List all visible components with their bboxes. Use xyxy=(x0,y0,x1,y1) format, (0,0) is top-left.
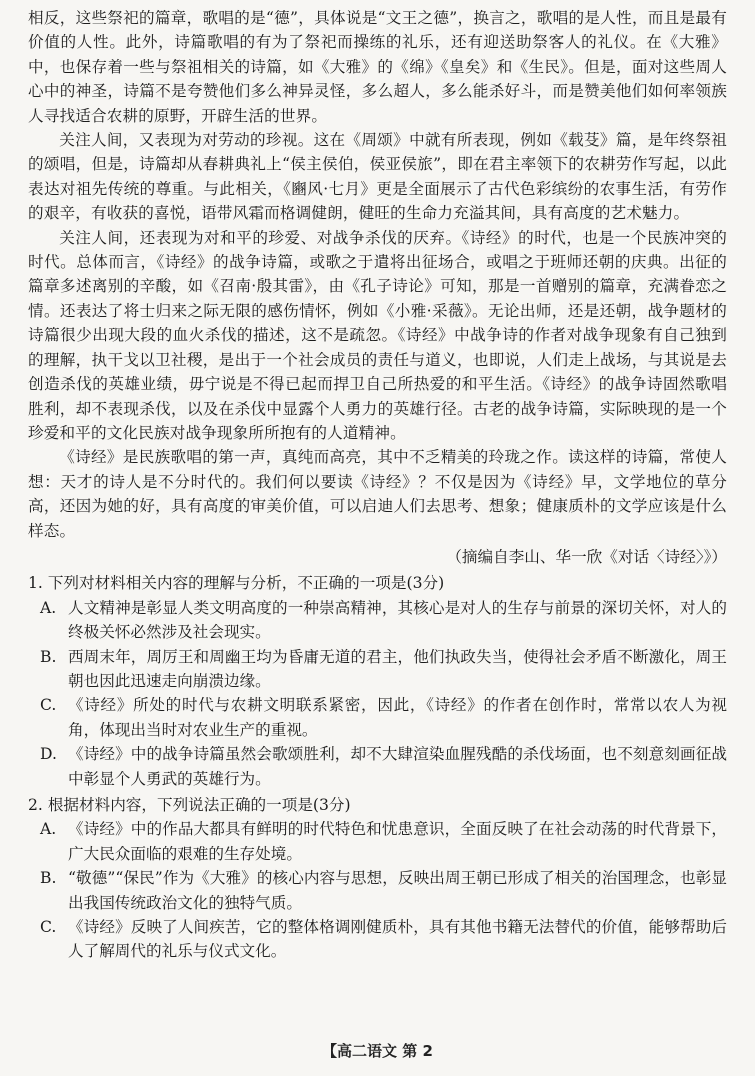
option-text: 人文精神是彰显人类文明高度的一种崇高精神，其核心是对人的生存与前景的深切关怀，对人的终极关怀必然涉及社会现实。 xyxy=(68,598,727,642)
question-2 xyxy=(28,793,727,964)
question-2-option-b xyxy=(28,866,727,915)
question-1-option-c xyxy=(28,693,727,742)
option-text: “敬德”“保民”作为《大雅》的核心内容与思想，反映出周王朝已形成了相关的治国理念，也彰显出我国传统政治文化的独特气质。 xyxy=(68,869,727,912)
option-letter: A. xyxy=(40,598,57,617)
question-1-option-b xyxy=(28,645,727,694)
option-letter: B. xyxy=(40,647,57,666)
passage-paragraph-4: 《诗经》是民族歌唱的第一声，真纯而高亮，其中不乏精美的玲珑之作。读这样的诗篇，常使人想：天才的诗人是不分时代的。我们何以要读《诗经》？不仅是因为《诗经》早，文学地位的草分高，还因为她的好，具有高度的审美价值，可以启迪人们去思考、想象；健康质朴的文学应该是什么样态。 xyxy=(28,448,727,540)
exam-page xyxy=(28,6,727,964)
passage-source: （摘编自李山、华一欣《对话〈诗经〉》） xyxy=(446,547,727,566)
question-2-option-a xyxy=(28,817,727,866)
passage-paragraph-2: 关注人间，又表现为对劳动的珍视。这在《周颂》中就有所表现，例如《载芟》篇，是年终祭祖的颂唱，但是，诗篇却从春耕典礼上“侯主侯伯，侯亚侯旅”，即在君主率领下的农耕劳作写起，以此表达对祖先传统的尊重。与此相关，《豳风·七月》更是全面展示了古代色彩缤纷的农事生活，有劳作的艰辛，有收获的喜悦，语带风霜而格调健朗，健旺的生命力充溢其间，具有高度的艺术魅力。 xyxy=(28,131,727,223)
option-letter: D. xyxy=(40,745,57,764)
passage-paragraph-1: 相反，这些祭祀的篇章，歌唱的是“德”，具体说是“文王之德”，换言之，歌唱的是人性，而且是最有价值的人性。此外，诗篇歌唱的有为了祭祀而操练的礼乐，还有迎送助祭客人的礼仪。在《大雅》中，也保存着一些与祭祖相关的诗篇，如《大雅》的《绵》《皇矣》和《生民》。但是，面对这些周人心中的神圣，诗篇不是夸赞他们多么神异灵怪，多么超人，多么能杀好斗，而是赞美他们如何率领族人寻找适合农耕的原野，开辟生活的世界。 xyxy=(28,9,727,125)
option-text: 《诗经》反映了人间疾苦，它的整体格调刚健质朴，具有其他书籍无法替代的价值，能够帮助后人了解周代的礼乐与仪式文化。 xyxy=(68,918,727,961)
option-letter: C. xyxy=(40,696,57,715)
question-1-option-d xyxy=(28,742,727,791)
question-2-option-c xyxy=(28,915,727,964)
question-2-stem: 2. 根据材料内容，下列说法正确的一项是(3分) xyxy=(28,796,351,814)
passage-paragraph-3: 关注人间，还表现为对和平的珍爱、对战争杀伐的厌弃。《诗经》的时代，也是一个民族冲突的时代。总体而言，《诗经》的战争诗篇，或歌之于遣将出征场合，或唱之于班师还朝的庆典。出征的篇章多述离别的辛酸，如《召南·殷其雷》，由《孔子诗论》可知，那是一首赠别的篇章，充满眷恋之情。还表达了将士归来之际无限的感伤情怀，例如《小雅·采薇》。无论出师，还是还朝，战争题材的诗篇很少出现大段的血火杀伐的描述，这不是疏忽。《诗经》中战争诗的作者对战争现象有自己独到的理解，执干戈以卫社稷，是出于一个社会成员的责任与道义，也即说，人们走上战场，与其说是去创造杀伐的英雄业绩，毋宁说是不得已起而捍卫自己所热爱的和平生活。《诗经》的战争诗固然歌唱胜利，却不表现杀伐，以及在杀伐中显露个人勇力的英雄行径。古老的战争诗篇，实际映现的是一个珍爱和平的文化民族对战争现象所所抱有的人道精神。 xyxy=(28,228,727,442)
option-letter: B. xyxy=(40,869,57,888)
page-footer: 【高二语文 第 2 xyxy=(322,1042,433,1060)
option-text: 西周末年，周厉王和周幽王均为昏庸无道的君主，他们执政失当，使得社会矛盾不断激化，周王朝也因此迅速走向崩溃边缘。 xyxy=(68,647,727,690)
option-text: 《诗经》中的战争诗篇虽然会歌颂胜利，却不大肆渲染血腥残酷的杀伐场面，也不刻意刻画征战中彰显个人勇武的英雄行为。 xyxy=(68,745,727,788)
question-1-stem: 1. 下列对材料相关内容的理解与分析，不正确的一项是(3分) xyxy=(28,574,445,593)
question-1 xyxy=(28,571,727,791)
option-text: 《诗经》中的作品大都具有鲜明的时代特色和忧患意识，全面反映了在社会动荡的时代背景下，广大民众面临的艰难的生存处境。 xyxy=(68,820,727,863)
option-text: 《诗经》所处的时代与农耕文明联系紧密，因此，《诗经》的作者在创作时，常常以农人为视角，体现出当时对农业生产的重视。 xyxy=(68,696,727,739)
question-1-option-a xyxy=(28,596,727,645)
option-letter: A. xyxy=(40,820,57,839)
option-letter: C. xyxy=(40,918,57,937)
